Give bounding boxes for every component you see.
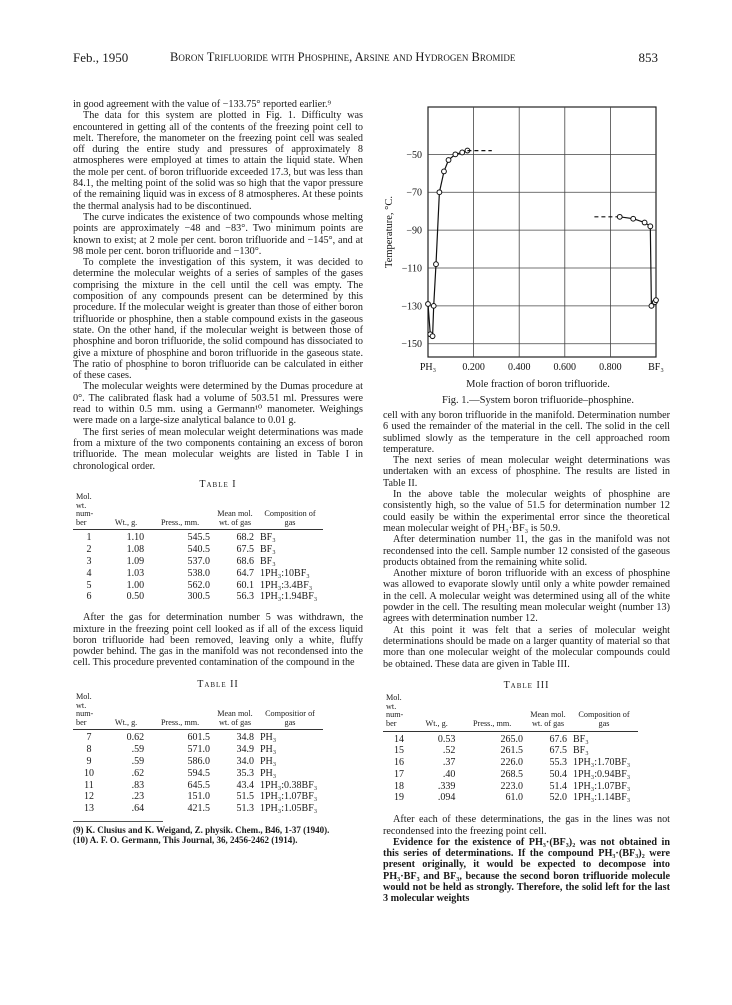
table-cell: 55.3 [549,757,567,769]
table-cell: 67.5 [236,544,254,556]
paragraph: After the gas for determination number 5 was withdrawn, the mixture in the freezing point cell looked as if all of the excess liquid boron trifluoride had been removed, leaving only a white, fluffy powder behind. The gas in the manifold was not recondensed into the cell. This procedure prevented contamination of the compound in the [73,612,363,669]
table-cell: 16 [394,757,404,769]
table-cell: 1PH₃:1.07BF₃ [573,780,631,792]
y-tick-label: −90 [406,225,422,237]
table-cell: 1.10 [105,530,147,544]
table-row [73,568,323,580]
table-cell: 151.0 [187,791,210,803]
data-point [442,169,447,174]
table-row [383,757,638,769]
y-tick-label: −130 [401,301,422,313]
table-cell: BF₃ [257,530,323,544]
table-row [73,780,323,792]
header-left: Feb., 1950 [73,50,129,65]
table-row [73,791,323,803]
col-header: Press., mm. [160,517,200,527]
table-cell: 52.0 [549,792,567,804]
table-cell: 571.0 [187,744,210,756]
table-cell: 51.3 [236,803,254,815]
right-column [383,410,670,905]
table-cell: BF₃ [570,731,638,745]
table-cell: 60.1 [236,579,254,591]
data-point [453,152,458,157]
x-tick-label: PH₃ [419,362,437,373]
table-cell: 34.8 [213,730,257,744]
table-row [383,792,638,804]
col-header: Wt., g. [425,718,448,728]
table-row [73,768,323,780]
table-cell: 18 [394,780,404,792]
table-cell: 15 [394,745,404,757]
table-cell: 601.5 [147,730,213,744]
col-header: Mean mol. wt. of gas [217,509,253,527]
table-cell: 56.3 [236,591,254,603]
table-row [73,544,323,556]
footnote: (9) K. Clusius and K. Weigand, Z. physik. Chem., B46, 1-37 (1940). [73,824,330,835]
table-cell: 51.5 [236,791,254,803]
table-cell: 67.6 [526,731,570,745]
table-cell: 265.0 [458,731,526,745]
col-header: Wt., g. [114,517,138,527]
table-cell: 64.7 [236,567,254,579]
table-row [383,781,638,793]
table-row [73,591,323,603]
paragraph: in good agreement with the value of −133.75° reported earlier.⁹ [73,99,332,110]
table-cell: 1 [73,530,105,544]
table3 [383,694,638,804]
table-cell: BF₃ [573,745,589,757]
footnote: (10) A. F. O. Germann, This Journal, 36, 2456-2462 (1914). [73,835,298,846]
table-cell: 67.5 [549,745,567,757]
table-cell: 261.5 [500,745,523,757]
data-point [431,303,436,308]
header-title: Boron Trifluoride with Phosphine, Arsine and Hydrogen Bromide [170,50,516,64]
table-cell: 61.0 [505,792,523,804]
table-row [73,803,323,815]
table-cell: .52 [442,745,456,757]
data-point [460,150,465,155]
paragraph: After each of these determinations, the gas in the lines was not recondensed into the freezing point cell. [383,814,670,837]
table-cell: 1.08 [126,544,145,556]
paragraph: Another mixture of boron trifluoride with an excess of phosphine was allowed to evaporate slowly until only a white powder remained in the cell. A molecular weight was determined using all of the white powder in the cell. The resulting mean molecular weight (number 13) agrees with determination number 12. [383,568,670,625]
x-tick-label: 0.400 [507,362,531,373]
y-tick-label: −70 [406,187,422,199]
table-cell: 537.0 [187,556,210,568]
table-row [73,744,323,756]
paragraph: The data for this system are plotted in Fig. 1. Difficulty was encountered in getting all of the contents of the freezing point cell to melt. Therefore, the manometer on the freezing point cell was sealed off during the entire study and pressures of approximately 8 atmospheres were employed at times to attain the liquid state. When the mole per cent. of boron trifluoride exceeded 17.3, but was less than 84.1, the melting point of the solid was so high that the vapor pressure of the remaining liquid was in excess of 8 atmospheres. At these points the thermal analysis had to be discontinued. [73,110,363,212]
y-axis-label: Temperature, °C. [384,196,395,268]
table-cell: 35.3 [236,767,254,779]
page-number: 853 [638,50,658,65]
table-cell: .83 [131,779,145,791]
col-header: Mol. wt. num- ber [76,692,94,727]
plot-frame [428,107,656,357]
figure-1 [378,95,668,435]
table-cell: 19 [394,792,404,804]
paragraph: After determination number 11, the gas in the manifold was not recondensed into the cell. Sample number 12 consisted of the gaseous products obtained from the remaining white solid. [383,534,670,568]
table-cell: 10 [84,767,94,779]
table-cell: 540.5 [187,544,210,556]
table-cell: .59 [131,756,145,767]
table-cell: .40 [442,768,456,780]
temperature-chart [378,95,668,415]
table-cell: BF₃ [260,556,276,568]
table-cell: PH₃ [260,756,277,767]
table3-title: Table III [503,679,550,691]
col-header: Mean mol. wt. of gas [217,709,253,727]
table-cell: .59 [131,744,145,756]
table-cell: 1PH₃:0.94BF₃ [573,768,631,780]
col-header: Composition of gas [578,710,630,728]
paragraph: cell with any boron trifluoride in the manifold. Determination number 6 used the remainder of the material in the cell. The solid in the cell sublimed slowly as the temperature in the cell approached room temperature. [383,410,670,455]
x-axis-label: Mole fraction of boron trifluoride. [466,379,610,390]
table-row [73,556,323,568]
table-cell: 3 [86,556,92,568]
x-tick-label: 0.200 [462,362,485,373]
data-point [430,334,435,339]
paragraph: Evidence for the existence of PH₃·(BF₃)₂ was not obtained in this series of determinations. If the compound PH₃·(BF₃)₂ were present originally, it would be expected to decompose into PH₃·BF₃ and BF₃, because the second boron trifluoride molecule would not be held as strongly. Therefore, the solid left for the last 3 molecular weights [383,836,670,905]
data-point [617,214,622,219]
table-row [383,745,638,757]
table-cell: 645.5 [187,779,210,791]
table-cell: 68.6 [236,556,254,568]
paragraph: The molecular weights were determined by the Dumas procedure at 0°. The calibrated flask had a volume of 503.51 ml. Pressures were read to within 0.5 mm. using a Germann¹⁰ manometer. Weighings were made on a large-size analytical balance to 0.01 g. [73,381,363,427]
table-cell: 34.9 [236,744,254,756]
data-point [426,302,431,307]
paragraph: The curve indicates the existence of two compounds whose melting points are approximately −48 and −83°. Two minimum points are known to exist; at 2 mole per cent. boron trifluoride and −145°, and at 98 mole per cent. boron trifluoride and −130°. [73,211,363,257]
table-cell: PH₃ [260,744,277,756]
table-cell: 586.0 [187,756,210,767]
table-cell: 9 [86,756,92,767]
table-cell: 268.5 [500,768,523,780]
x-tick-label: BF₃ [648,362,664,373]
data-point [631,216,636,221]
paragraph: In the above table the molecular weights of phosphine are consistently high, so the value of 51.5 for determination number 12 could easily be within the experimental error since the theoretical mean molecular weight of PH₃·BF₃ is 50.9. [383,489,670,534]
data-point [446,158,451,163]
paragraph: At this point it was felt that a series of molecular weight determinations should be made on a larger quantity of material so that more than one molecular weight of the molecular compounds could be obtained. These data are given in Table III. [383,624,670,670]
x-tick-label: 0.600 [553,362,577,373]
col-header: Compositior of gas [265,709,315,727]
table-cell: 1PH₃:10BF₃ [260,567,310,579]
data-point [437,190,442,195]
table-cell: 421.5 [187,803,210,815]
table-cell: 1.03 [126,567,145,579]
table-cell: 6 [86,591,92,603]
footnote-rule [73,821,163,822]
figure-caption: Fig. 1.—System boron trifluoride–phosphine. [442,395,634,406]
table-cell: 12 [84,791,94,803]
table2-title: Table II [197,678,239,690]
x-tick-label: 0.800 [599,362,622,373]
table-cell: 17 [394,768,404,780]
table-cell: 0.53 [415,731,458,745]
table-cell: .37 [442,757,456,769]
data-point [654,298,659,303]
table-cell: 34.0 [236,756,254,767]
table-cell: 1PH₃:1.05BF₃ [260,803,318,815]
table-cell: 68.2 [213,530,257,544]
table-cell: 4 [86,567,92,579]
col-header: Composition of gas [264,509,316,527]
paragraph: The next series of mean molecular weight determinations was undertaken with an excess of phosphine. The results are listed in Table II. [383,455,670,489]
y-tick-label: −110 [401,263,422,275]
table-cell: BF₃ [260,544,276,556]
table-cell: 13 [84,803,94,815]
table-row [383,731,638,745]
table-cell: 1PH₃:1.07BF₃ [260,791,318,803]
col-header: Press., mm. [473,718,512,728]
table-cell: 51.4 [549,780,567,792]
table-cell: 43.4 [236,779,254,791]
table-cell: 8 [86,744,92,756]
paragraph: To complete the investigation of this system, it was decided to determine the molecular weights of a series of samples of the gases comprising the mixture in the cell until the cell was empty. The composition of any compounds present can be determined by this procedure. If the molecular weight is greater than those of either boron trifluoride or phosphine, then a stable compound exists in the gaseous state. On the other hand, if the molecular weight is between those of phosphine and boron trifluoride, the solid compound has dissociated to give a mixture of phosphine and boron trifluoride in the gaseous state. The ratio of phosphine to boron trifluoride can be calculated in either of these cases. [73,257,363,382]
table-cell: 1.09 [126,556,145,568]
table-cell: 5 [86,579,92,591]
table2 [73,693,323,815]
table1-title: Table I [199,478,237,490]
table-cell: PH₃ [260,767,277,779]
left-column [73,99,363,846]
table-cell: 226.0 [500,757,523,769]
table-cell: 0.62 [105,730,147,744]
table-cell: 50.4 [549,768,567,780]
table-cell: 594.5 [187,767,210,779]
table2-header [73,693,323,730]
y-tick-label: −50 [406,149,422,161]
table-cell: PH₃ [257,730,323,744]
table1-header [73,493,323,530]
paragraph: The first series of mean molecular weight determinations was made from a mixture of the two components containing an excess of boron trifluoride. The mean molecular weights are listed in Table I in chronological order. [73,426,363,472]
table-cell: 7 [73,730,105,744]
table-cell: 562.0 [187,579,210,591]
table-cell: 1PH₃:1.14BF₃ [573,792,631,804]
table1 [73,493,323,603]
col-header: Mol. wt. num- ber [76,492,94,527]
table3-header [383,694,638,731]
col-header: Mean mol. wt. of gas [530,710,566,728]
col-header: Mol. wt. num- ber [386,693,404,728]
table-row [73,730,323,744]
table-cell: 2 [86,544,92,556]
table-cell: 223.0 [500,780,523,792]
data-point [434,262,439,267]
table-cell: 0.50 [126,591,145,603]
data-point [642,220,647,225]
table-cell: 14 [383,731,415,745]
table-cell: 545.5 [147,530,213,544]
table-cell: .23 [131,791,145,803]
table-row [73,530,323,544]
table-cell: 538.0 [187,567,210,579]
y-tick-label: −150 [401,339,422,351]
table-row [73,580,323,592]
table-cell: .64 [131,803,145,815]
table-cell: 1.00 [126,579,145,591]
table-cell: .339 [437,780,456,792]
table-cell: 1PH₃:1.70BF₃ [573,757,631,769]
table-cell: 300.5 [187,591,210,603]
table-cell: .62 [131,767,145,779]
table-row [73,756,323,768]
table-cell: 11 [84,779,94,791]
table-cell: .094 [437,792,456,804]
table-cell: 1PH₃:1.94BF₃ [260,591,318,603]
table-cell: 1PH₃:0.38BF₃ [260,779,318,791]
col-header: Press., mm. [160,717,200,727]
col-header: Wt., g. [114,717,138,727]
table-cell: 1PH₃:3.4BF₃ [260,579,313,591]
table-row [383,769,638,781]
data-point [648,224,653,229]
